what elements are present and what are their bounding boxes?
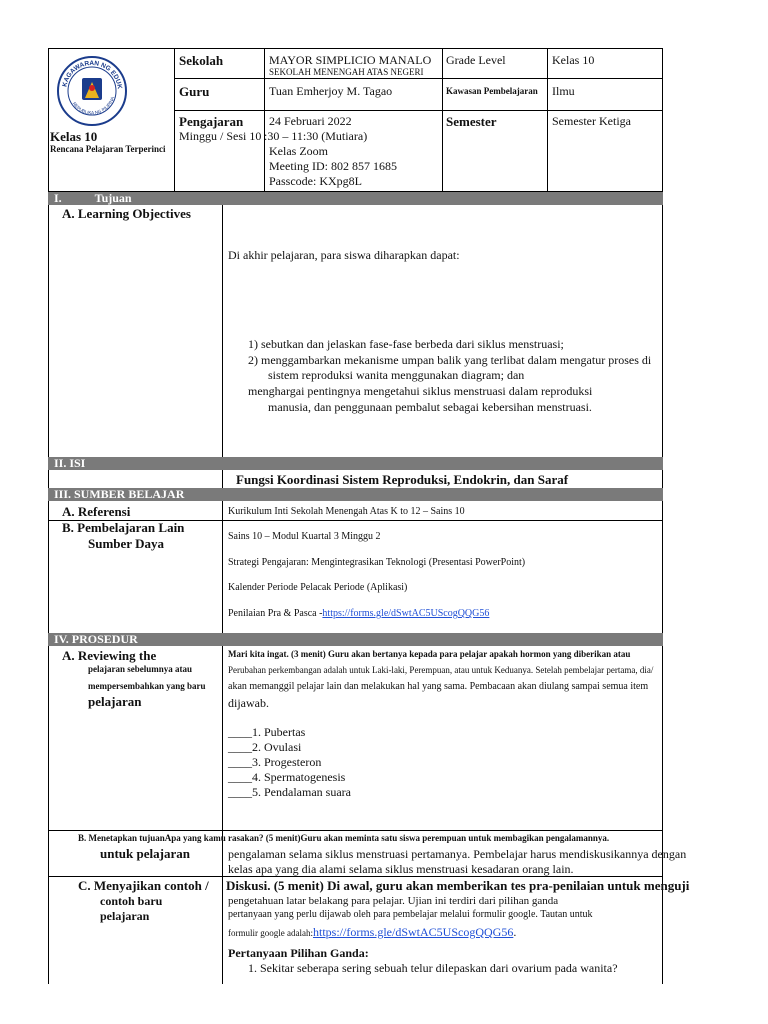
- resource-strategy: Strategi Pengajaran: Mengintegrasikan Teknologi (Presentasi PowerPoint): [228, 557, 526, 568]
- presenting-examples-label-2: contoh baru: [100, 894, 163, 908]
- semester-value: Semester Ketiga: [552, 114, 631, 128]
- discussion-line-1: Diskusi. (5 menit) Di awal, guru akan memberikan tes pra-penilaian untuk menguji: [226, 878, 690, 893]
- other-resources-label-cont: Sumber Daya: [88, 536, 164, 551]
- question-1: 1. Sekitar seberapa sering sebuah telur dilepaskan dari ovarium pada wanita?: [248, 961, 618, 975]
- grade-title: Kelas 10: [50, 129, 98, 144]
- discussion-line-3: pertanyaan yang perlu dijawab oleh para pembelajar melalui formulir google. Tautan untuk: [228, 909, 593, 920]
- reviewing-label: A. Reviewing the: [62, 648, 157, 663]
- objective-1: 1) sebutkan dan jelaskan fase-fase berbeda dari siklus menstruasi;: [248, 337, 564, 351]
- semester-label: Semester: [446, 114, 497, 129]
- discussion-line-4: [228, 923, 516, 941]
- section-isi-bar: II. ISI: [48, 457, 663, 470]
- objective-setting-label: untuk pelajaran: [100, 846, 190, 861]
- resource-module: Sains 10 – Modul Kuartal 3 Minggu 2: [228, 531, 381, 542]
- review-item: ____3. Progesteron: [228, 755, 322, 769]
- other-resources-label: B. Pembelajaran Lain: [62, 520, 185, 535]
- sekolah-value: MAYOR SIMPLICIO MANALO: [269, 53, 432, 67]
- pre-assessment-form-link[interactable]: https://forms.gle/dSwtAC5UScogQQG56: [312, 925, 514, 939]
- objective-setting-line: B. Menetapkan tujuanApa yang kamu rasakan? (5 menit)Guru akan meminta satu siswa perempuan untuk membagikan pengalamannya.: [78, 833, 610, 843]
- discussion-line-2: pengetahuan latar belakang para pelajar. Ujian ini terdiri dari pilihan ganda: [228, 895, 559, 907]
- lesson-topic: Fungsi Koordinasi Sistem Reproduksi, Endokrin, dan Saraf: [236, 472, 569, 487]
- objective-2: 2) menggambarkan mekanisme umpan balik yang terlibat dalam mengatur proses di: [248, 353, 652, 367]
- section-sumber-bar: III. SUMBER BELAJAR: [48, 488, 663, 501]
- grade-level-value: Kelas 10: [552, 53, 595, 67]
- lesson-time: :30 – 11:30 (Mutiara): [264, 129, 368, 143]
- guru-value: Tuan Emherjoy M. Tagao: [269, 84, 393, 98]
- review-item: ____5. Pendalaman suara: [228, 785, 351, 799]
- presenting-examples-label: C. Menyajikan contoh /: [78, 878, 209, 893]
- section-tujuan-bar: [48, 192, 663, 205]
- section-prosedur-bar: IV. PROSEDUR: [48, 633, 663, 646]
- sekolah-sub: SEKOLAH MENENGAH ATAS NEGERI: [269, 67, 424, 77]
- review-instruction-2: Perubahan perkembangan adalah untuk Laki-laki, Perempuan, atau untuk Keduanya. Setelah pembelajar pertama, dia/: [228, 665, 654, 675]
- objective-2-cont: sistem reproduksi wanita menggunakan diagram; dan: [268, 368, 525, 382]
- plan-subtitle: Rencana Pelajaran Terperinci: [50, 144, 166, 154]
- review-item: ____1. Pubertas: [228, 725, 306, 739]
- zoom-class: Kelas Zoom: [269, 144, 328, 158]
- resource-assessment: [228, 608, 489, 619]
- kawasan-value: Ilmu: [552, 84, 575, 98]
- reviewing-label-4: pelajaran: [88, 694, 142, 709]
- guru-label: Guru: [179, 84, 210, 99]
- form-link-prefix: formulir google adalah:: [228, 928, 313, 938]
- sekolah-label: Sekolah: [179, 53, 224, 68]
- objective-3-cont: manusia, dan penggunaan pembalut sebagai kebersihan menstruasi.: [268, 400, 592, 414]
- review-item: ____4. Spermatogenesis: [228, 770, 346, 784]
- assessment-form-link[interactable]: https://forms.gle/dSwtAC5UScogQQG56: [322, 608, 490, 619]
- review-instruction-4: dijawab.: [228, 696, 269, 710]
- reviewing-label-3: mempersembahkan yang baru: [88, 681, 206, 691]
- lesson-date: 24 Februari 2022: [269, 114, 352, 128]
- reviewing-label-2: pelajaran sebelumnya atau: [88, 664, 193, 674]
- objective-setting-text-3: kelas apa yang dia alami selama siklus menstruasi kesadaran orang lain.: [228, 862, 574, 876]
- seal-text-bottom: REPUBLIKA NG PILIPINA: [71, 96, 116, 116]
- form-link-suffix: .: [513, 925, 517, 939]
- deped-seal-logo: [56, 54, 172, 128]
- objectives-intro: Di akhir pelajaran, para siswa diharapkan dapat:: [228, 248, 460, 262]
- objective-setting-text-2: pengalaman selama siklus menstruasi pertamanya. Pembelajar harus mendiskusikannya dengan: [228, 847, 687, 861]
- referensi-value: Kurikulum Inti Sekolah Menengah Atas K to 12 – Sains 10: [228, 506, 465, 517]
- passcode: Passcode: KXpg8L: [269, 174, 362, 188]
- presenting-examples-label-3: pelajaran: [100, 909, 150, 923]
- grade-level-label: Grade Level: [446, 53, 506, 67]
- kawasan-label: Kawasan Pembelajaran: [446, 86, 538, 96]
- review-instruction-1: Mari kita ingat. (3 menit) Guru akan bertanya kepada para pelajar apakah hormon yang diberikan atau: [228, 649, 631, 659]
- seal-text-top: KAGAWARAN NG EDUK: [61, 59, 123, 90]
- resource-calendar-app: Kalender Periode Pelacak Periode (Aplikasi): [228, 582, 408, 593]
- review-item: ____2. Ovulasi: [228, 740, 302, 754]
- minggu-label: Minggu / Sesi 10: [179, 129, 262, 143]
- multiple-choice-title: Pertanyaan Pilihan Ganda:: [228, 946, 369, 960]
- learning-objectives-label: A. Learning Objectives: [62, 206, 191, 221]
- referensi-label: A. Referensi: [62, 504, 131, 519]
- lesson-plan-page: [48, 48, 720, 984]
- section-tujuan-num: I.: [54, 191, 62, 205]
- review-instruction-3: akan memanggil pelajar lain dan melakukan hal yang sama. Pembacaan akan diulang sampai semua item: [228, 681, 649, 692]
- pengajaran-label: Pengajaran: [179, 114, 244, 129]
- objective-3: menghargai pentingnya mengetahui siklus menstruasi dalam reproduksi: [248, 384, 593, 398]
- section-tujuan-title: Tujuan: [94, 191, 132, 205]
- meeting-id: Meeting ID: 802 857 1685: [269, 159, 397, 173]
- resource-assessment-label: Penilaian Pra & Pasca -: [228, 608, 323, 619]
